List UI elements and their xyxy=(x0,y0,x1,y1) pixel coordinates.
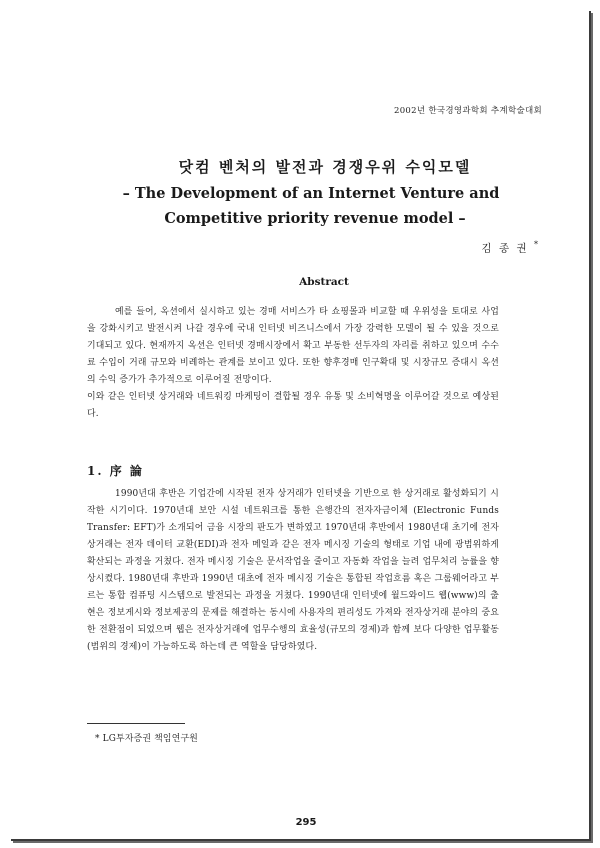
section-body xyxy=(87,486,499,656)
title-english-line2: Competitive priority revenue model – xyxy=(164,210,466,227)
footnote-divider xyxy=(87,723,185,724)
title-block xyxy=(0,156,600,227)
footnote: * LG투자증권 책임연구원 xyxy=(95,734,199,744)
paper-page xyxy=(9,9,589,839)
author-name: 김 종 권 xyxy=(481,242,529,255)
author xyxy=(482,240,538,256)
abstract-heading: Abstract xyxy=(299,276,349,288)
title-english-line1: – The Development of an Internet Venture and xyxy=(122,185,500,202)
author-footnote-marker: * xyxy=(534,240,538,249)
title-korean: 닷컴 벤처의 발전과 경쟁우위 수익모델 xyxy=(178,158,472,176)
page-number: 295 xyxy=(295,817,317,828)
abstract-paragraph: 이와 같은 인터넷 상거래와 네트워킹 마케팅이 결합될 경우 유통 및 소비혁명을 이루어갈 것으로 예상된다. xyxy=(87,392,499,419)
abstract-body xyxy=(87,304,499,423)
section-heading: 1. 序 論 xyxy=(87,464,144,478)
body-paragraph: 1990년대 후반은 기업간에 시작된 전자 상거래가 인터넷을 기반으로 한 상거래로 활성화되기 시작한 시기이다. 1970년대 보안 시설 네트워크를 통한 은행간의 전자자금이체 (Electronic Funds Transfer: EFT)가 소개되어 금융 시장의 판도가 변하였고 1970년대 후반에서 1980년대 초기에 전자상거래는 전자 데이터 교환(EDI)과 전자 메일과 같은 전자 메시징 기술의 형태로 기업 내에 광범위하게 확산되는 과정을 거쳤다. 전자 메시징 기술은 문서작업을 줄이고 자동화 작업을 늘려 업무처리 능률을 향상시켰다. 1980년대 후반과 1990년 대초에 전자 메시징 기술은 통합된 작업흐름 혹은 그룹웨어라고 부르는 통합 컴퓨팅 시스템으로 발전되는 과정을 거쳤다. 1990년대 인터넷에 월드와이드 웹(www)의 출현은 정보게시와 정보제공의 문제를 해결하는 동시에 사용자의 편리성도 가져와 전자상거래 분야의 중요한 전환점이 되었으며 웹은 전자상거래에 업무수행의 효율성(규모의 경제)과 함께 보다 다양한 업무활동(범위의 경제)이 가능하도록 하는데 큰 역할을 담당하였다. xyxy=(87,489,499,652)
abstract-paragraph: 예를 들어, 옥션에서 실시하고 있는 경매 서비스가 타 쇼핑몰과 비교할 때 우위성을 토대로 사업을 강화시키고 발전시켜 나갈 경우에 국내 인터넷 비즈니스에서 가장 강력한 모델이 될 수 있을 것으로 기대되고 있다. 현재까지 옥션은 인터넷 경매시장에서 확고 부동한 선두자의 자리를 취하고 있으며 수수료 수입이 거래 규모와 비례하는 관계를 보이고 있다. 또한 향후경매 인구확대 및 시장규모 증대시 옥션의 수익 증가가 추가적으로 이루어질 전망이다. xyxy=(87,307,499,385)
running-header: 2002년 한국경영과학회 추계학술대회 xyxy=(394,106,542,116)
